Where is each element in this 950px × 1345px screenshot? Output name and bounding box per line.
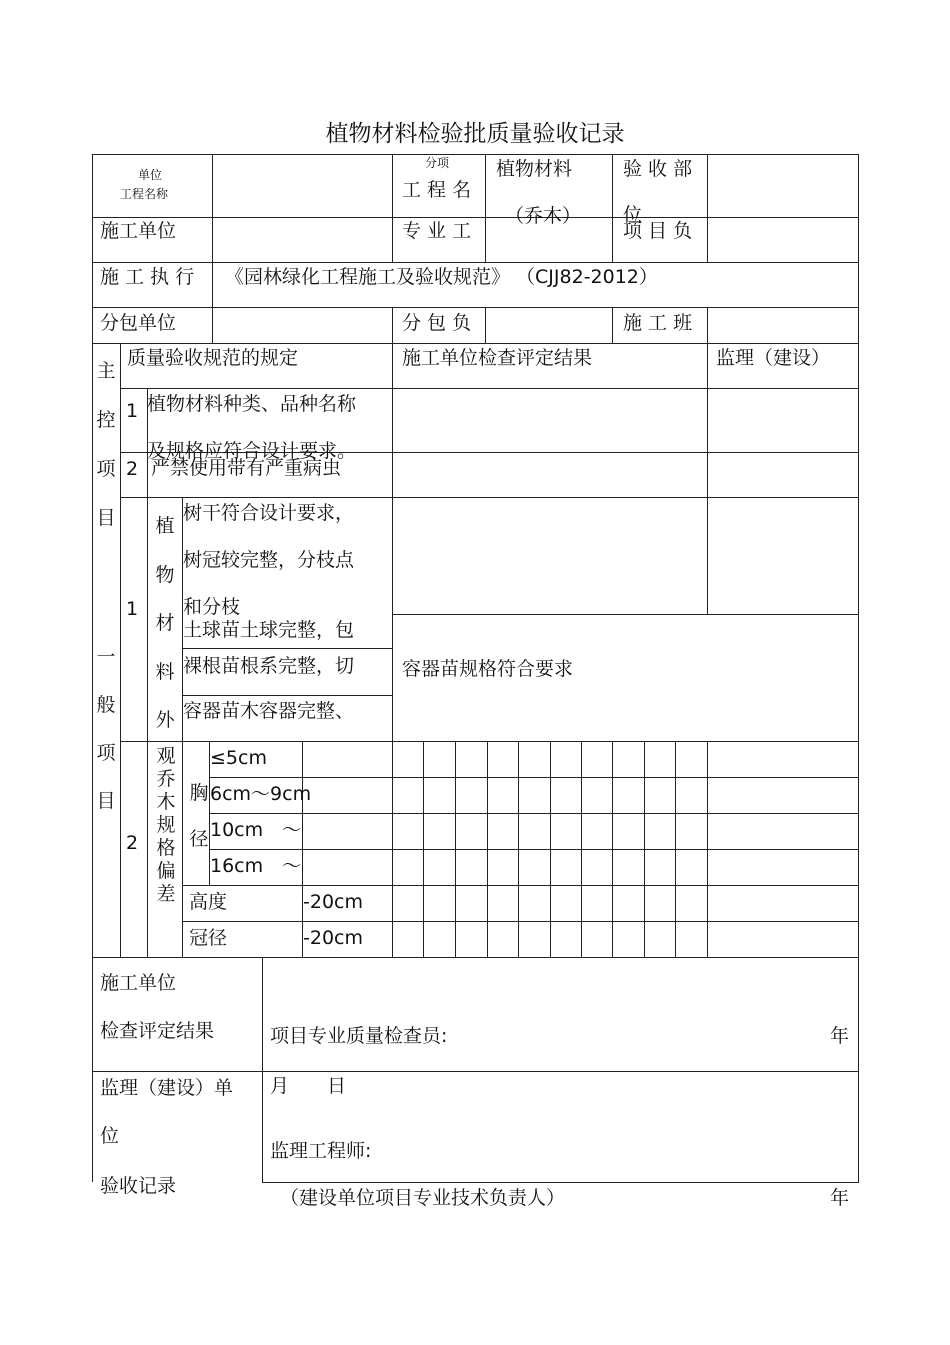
unit-project-label: 单位 (138, 168, 163, 182)
general-item-1-line-a2: 树冠较完整，分枝点 (183, 549, 355, 571)
supervision-label-3: 验收记录 (100, 1175, 177, 1197)
sub-item-name-label: 工 程 名 (402, 179, 472, 201)
general-item-1-line-a1: 树干符合设计要求， (183, 502, 355, 524)
page-title: 植物材料检验批质量验收记录 (325, 121, 625, 147)
general-item-1-line-d: 容器苗木容器完整、 (183, 700, 355, 722)
main-item-2-no: 2 (126, 458, 139, 480)
general-item-1-line-c: 裸根苗根系完整，切 (183, 655, 355, 677)
execution-standard-label: 施 工 执 行 (100, 266, 195, 288)
execution-standard-value: 《园林绿化工程施工及验收规范》 （CJJ82-2012） (225, 266, 658, 288)
main-item-1-no: 1 (126, 400, 139, 422)
main-item-2-text: 严禁使用带有严重病虫 (151, 457, 342, 479)
supervision-label-2: 位 (100, 1125, 120, 1147)
year-label-1: 年 (830, 1025, 850, 1047)
construction-check-label-2: 检查评定结果 (100, 1020, 215, 1042)
month-day-label: 月 日 (270, 1075, 347, 1097)
subcontract-unit-label: 分包单位 (100, 312, 177, 334)
main-item-1-text-2: 及规格应符合设计要求。 (147, 440, 357, 462)
height-label: 高度 (189, 891, 228, 913)
sub-item-value: 植物材料 (496, 158, 573, 180)
acceptance-part-tail: 位 (623, 204, 643, 226)
general-item-1-line-b: 土球苗土球完整，包 (183, 619, 355, 641)
subcontract-manager-label: 分 包 负 (402, 312, 472, 334)
construction-team-label: 施 工 班 (623, 312, 693, 334)
specialty-worker-label: 专 业 工 (402, 220, 472, 242)
crown-tolerance: -20cm (303, 927, 363, 949)
general-item-2-group: 观乔木规格偏差 (156, 745, 176, 905)
general-item-1-no: 1 (126, 598, 139, 620)
height-tolerance: -20cm (303, 891, 363, 913)
supervision-header: 监理（建设） (716, 347, 831, 369)
supervision-label-1: 监理（建设）单 (100, 1077, 234, 1099)
dbh-row-2: 6cm～9cm (210, 783, 312, 805)
check-result-header: 施工单位检查评定结果 (402, 347, 593, 369)
construction-unit-label: 施工单位 (100, 220, 177, 242)
general-item-1-line-a3: 和分枝 (183, 596, 241, 618)
project-manager-label: 项 目 负 (623, 220, 693, 242)
sub-item-value-note: （乔木） (505, 205, 582, 227)
construction-check-label-1: 施工单位 (100, 972, 177, 994)
sub-item-small-label: 分项 (425, 156, 450, 170)
regulation-header: 质量验收规范的规定 (127, 347, 299, 369)
dbh-row-3: 10cm ～ (210, 819, 302, 841)
quality-inspector-label: 项目专业质量检查员: (270, 1025, 448, 1047)
dbh-row-1: ≤5cm (210, 747, 267, 769)
main-item-1-text: 植物材料种类、品种名称 (147, 393, 357, 415)
container-result: 容器苗规格符合要求 (402, 658, 574, 680)
year-label-2: 年 (830, 1187, 850, 1209)
acceptance-part-label: 验 收 部 (623, 158, 693, 180)
main-control-label: 主控项目 (96, 360, 116, 529)
general-item-1-group: 植物材料外 (155, 515, 175, 731)
crown-label: 冠径 (189, 927, 228, 949)
unit-project-label-2: 工程名称 (120, 187, 169, 201)
general-item-2-no: 2 (126, 832, 139, 854)
dbh-label: 胸径 (189, 782, 209, 850)
dbh-row-4: 16cm ～ (210, 855, 302, 877)
owner-note: （建设单位项目专业技术负责人） (280, 1187, 566, 1209)
general-items-label: 一般项目 (96, 646, 116, 812)
supervising-engineer-label: 监理工程师: (270, 1140, 372, 1162)
